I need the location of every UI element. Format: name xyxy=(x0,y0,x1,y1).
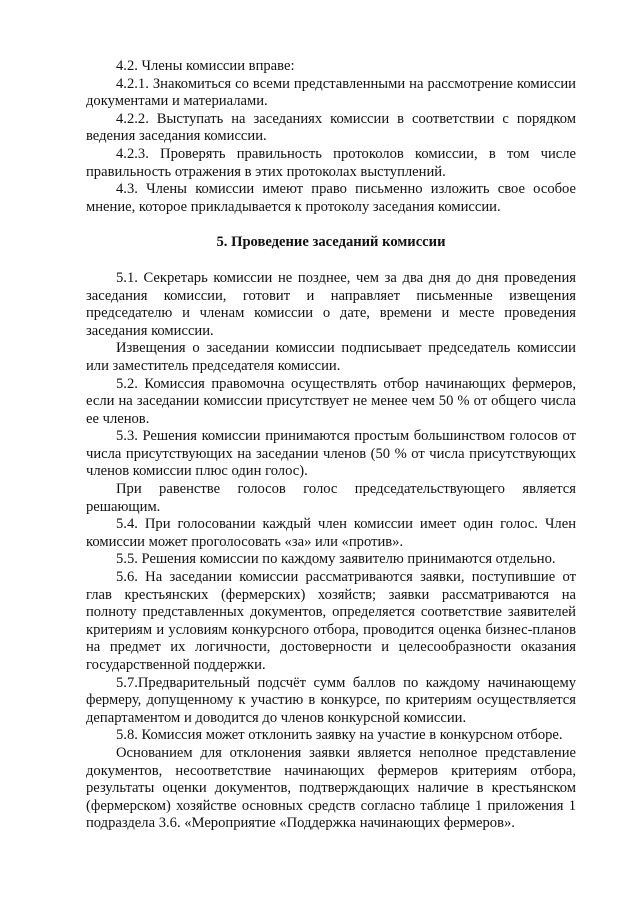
paragraph-5-7: 5.7.Предварительный подсчёт сумм баллов по каждому начинающему фермеру, допущенному к участию в конкурсе, по критериям осуществляется департаментом и доводится до членов конкурсной комиссии. xyxy=(86,674,576,726)
paragraph-5-4: 5.4. При голосовании каждый член комиссии имеет один голос. Член комиссии может проголосовать «за» или «против». xyxy=(86,516,576,550)
paragraph-4-2-1: 4.2.1. Знакомиться со всеми представленными на рассмотрение комиссии документами и материалами. xyxy=(86,75,576,110)
paragraph-notice-signing: Извещения о заседании комиссии подписывает председатель комиссии или заместитель председателя комиссии. xyxy=(86,340,576,374)
paragraph-4-2-3: 4.2.3. Проверять правильность протоколов комиссии, в том числе правильность отражения в этих протоколах выступлений. xyxy=(86,145,576,180)
paragraph-5-5: 5.5. Решения комиссии по каждому заявителю принимаются отдельно. xyxy=(116,551,556,568)
paragraph-rejection-grounds: Основанием для отклонения заявки является неполное представление документов, несоответствие начинающих фермеров критериям отбора, результаты оценки документов, подтверждающих наличие в крестьянском (фермерском) хозяйстве основных средств согласно таблице 1 приложения 1 подраздела 3.6. «Мероприятие «Поддержка начинающих фермеров». xyxy=(86,744,576,832)
paragraph-4-2-2: 4.2.2. Выступать на заседаниях комиссии в соответствии с порядком ведения заседания комиссии. xyxy=(86,110,576,145)
document-page xyxy=(86,58,576,833)
paragraph-5-6: 5.6. На заседании комиссии рассматриваются заявки, поступившие от глав крестьянских (фермерских) хозяйств; заявки рассматриваются на полноту представленных документов, определяется соответствие заявителей критериям и условиям конкурсного отбора, проводится оценка бизнес-планов на предмет их логичности, достоверности и целесообразности оказания государственной поддержки. xyxy=(86,569,576,673)
paragraph-4-3: 4.3. Члены комиссии имеют право письменно изложить свое особое мнение, которое прикладывается к протоколу заседания комиссии. xyxy=(86,181,576,215)
paragraph-5-1: 5.1. Секретарь комиссии не позднее, чем за два дня до дня проведения заседания комиссии, готовит и направляет письменные извещения председателю и членам комиссии о дате, времени и месте проведения заседания комиссии. xyxy=(86,269,576,339)
paragraph-tie-vote: При равенстве голосов голос председательствующего является решающим. xyxy=(86,481,576,515)
section-heading-5: 5. Проведение заседаний комиссии xyxy=(216,234,446,251)
paragraph-5-8: 5.8. Комиссия может отклонить заявку на участие в конкурсном отборе. xyxy=(116,727,563,744)
paragraph-5-2: 5.2. Комиссия правомочна осуществлять отбор начинающих фермеров, если на заседании комиссии присутствует не менее чем 50 % от общего числа ее членов. xyxy=(86,375,576,427)
paragraph-5-3: 5.3. Решения комиссии принимаются простым большинством голосов от числа присутствующих на заседании членов (50 % от числа присутствующих членов комиссии плюс один голос). xyxy=(86,428,576,480)
paragraph-4-2: 4.2. Члены комиссии вправе: xyxy=(116,58,295,74)
